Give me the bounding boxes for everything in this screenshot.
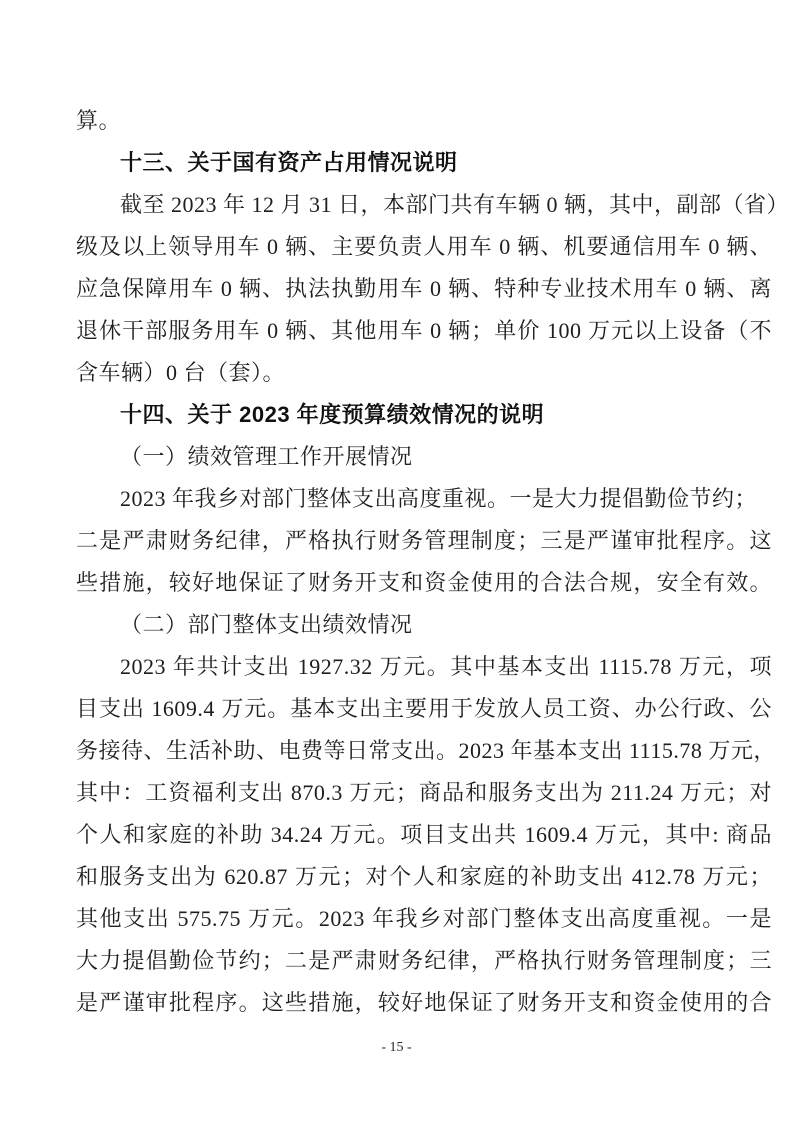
document-body xyxy=(76,100,790,1024)
text-line: 退休干部服务用车 0 辆、其他用车 0 辆；单价 100 万元以上设备（不 xyxy=(76,318,772,343)
subsection-2-heading: （二）部门整体支出绩效情况 xyxy=(120,612,413,637)
text-line: 二是严肃财务纪律，严格执行财务管理制度；三是严谨审批程序。这 xyxy=(76,528,772,553)
text-line: 2023 年共计支出 1927.32 万元。其中基本支出 1115.78 万元，项 xyxy=(120,654,772,679)
text-line: 截至 2023 年 12 月 31 日，本部门共有车辆 0 辆，其中，副部（省） xyxy=(120,192,790,217)
text-line: 其他支出 575.75 万元。2023 年我乡对部门整体支出高度重视。一是 xyxy=(76,906,772,931)
text-line: 个人和家庭的补助 34.24 万元。项目支出共 1609.4 万元，其中: 商品 xyxy=(76,822,772,847)
text-line: 和服务支出为 620.87 万元；对个人和家庭的补助支出 412.78 万元； xyxy=(76,864,772,889)
subsection-1-heading: （一）绩效管理工作开展情况 xyxy=(120,444,413,469)
text-line: 大力提倡勤俭节约；二是严肃财务纪律，严格执行财务管理制度；三 xyxy=(76,948,772,973)
text-line: 应急保障用车 0 辆、执法执勤用车 0 辆、特种专业技术用车 0 辆、离 xyxy=(76,276,772,301)
text-line: 务接待、生活补助、电费等日常支出。2023 年基本支出 1115.78 万元， xyxy=(76,738,776,763)
text-line: 目支出 1609.4 万元。基本支出主要用于发放人员工资、办公行政、公 xyxy=(76,696,772,721)
text-line: 2023 年我乡对部门整体支出高度重视。一是大力提倡勤俭节约； xyxy=(120,486,758,511)
text-line: 是严谨审批程序。这些措施，较好地保证了财务开支和资金使用的合 xyxy=(76,990,772,1015)
paragraph-continuation-line: 算。 xyxy=(76,108,122,133)
page-number: - 15 - xyxy=(381,1040,412,1055)
section-13-heading: 十三、关于国有资产占用情况说明 xyxy=(120,150,458,175)
section-14-heading: 十四、关于 2023 年度预算绩效情况的说明 xyxy=(120,402,545,427)
text-line: 含车辆）0 台（套）。 xyxy=(76,360,286,385)
text-line: 级及以上领导用车 0 辆、主要负责人用车 0 辆、机要通信用车 0 辆、 xyxy=(76,234,772,259)
text-line: 些措施，较好地保证了财务开支和资金使用的合法合规，安全有效。 xyxy=(76,570,772,595)
text-line: 其中：工资福利支出 870.3 万元；商品和服务支出为 211.24 万元；对 xyxy=(76,780,772,805)
